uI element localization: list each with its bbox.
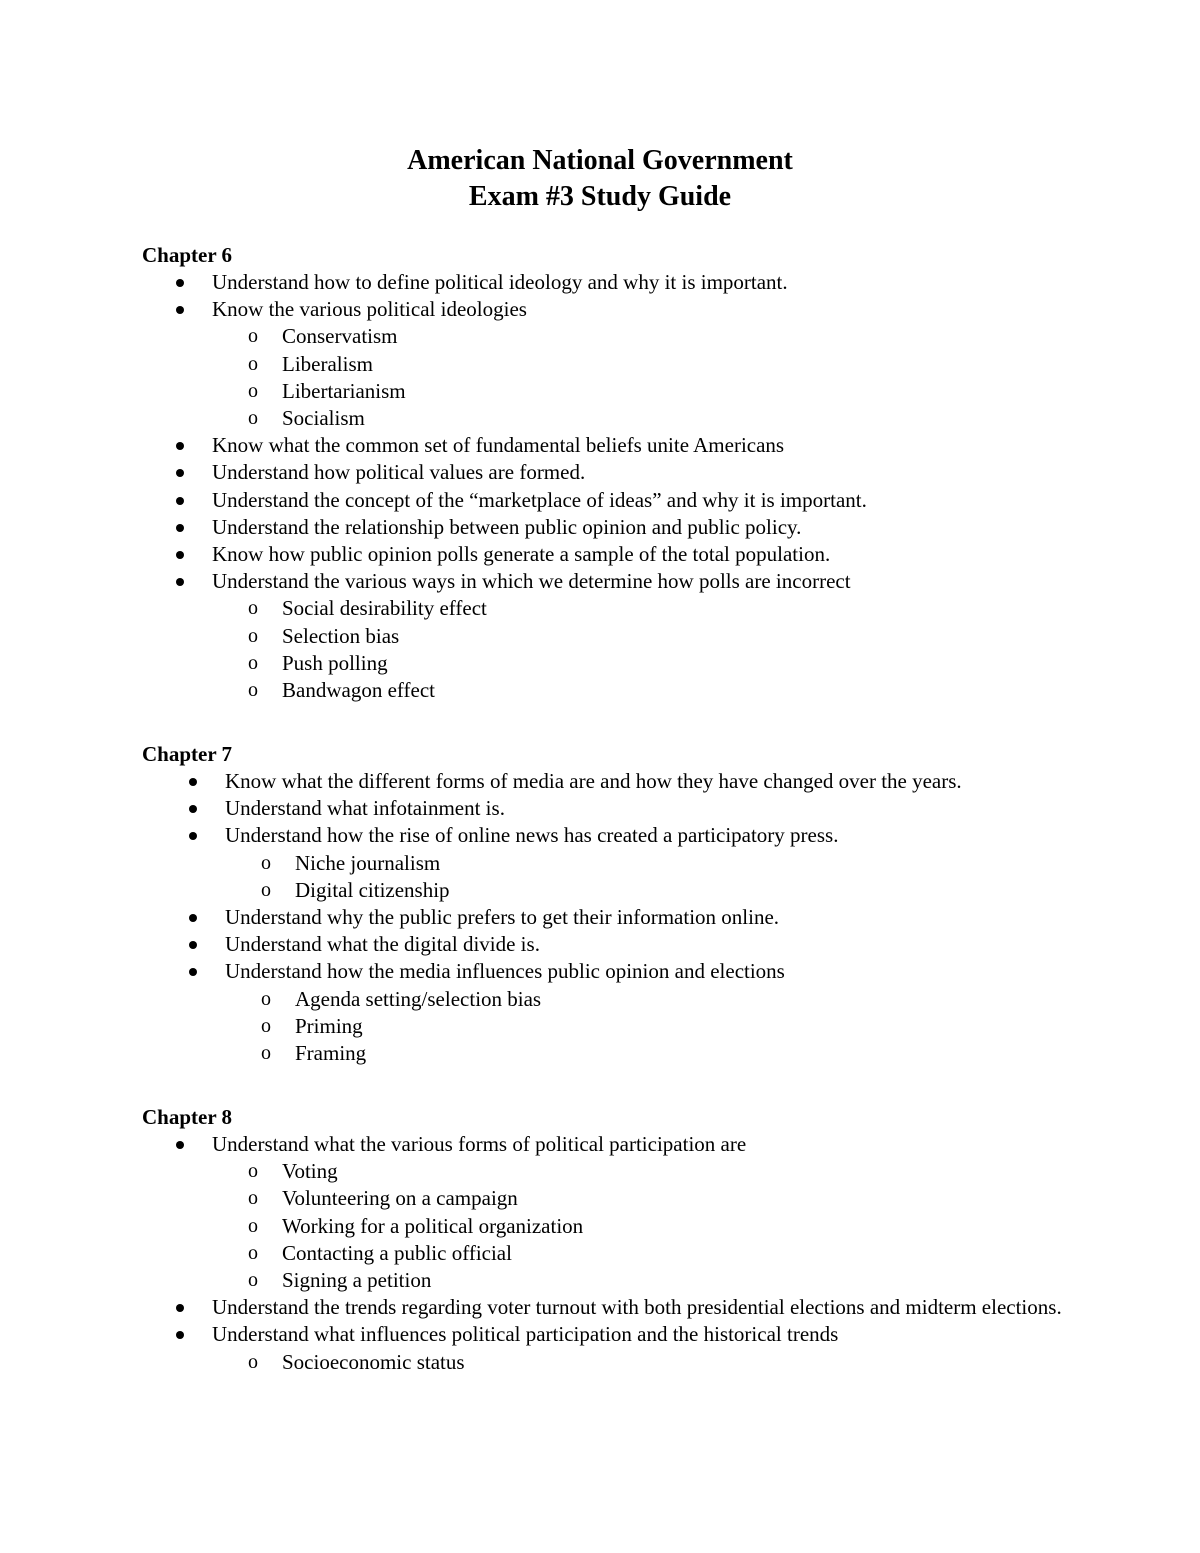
list-item-text: Know what the different forms of media are and how they have changed over the years. <box>225 769 962 793</box>
hollow-bullet-icon: o <box>248 1350 258 1373</box>
hollow-bullet-icon: o <box>248 407 258 430</box>
chapter-heading: Chapter 7 <box>142 742 233 766</box>
bullet-icon <box>176 306 184 314</box>
list-item-text: Understand the relationship between public opinion and public policy. <box>212 514 802 539</box>
sub-list-item <box>142 850 1142 877</box>
sub-list-item-text: Bandwagon effect <box>282 678 435 703</box>
list-item <box>142 931 1142 958</box>
hollow-bullet-icon: o <box>261 1014 271 1037</box>
list-item-text: Understand what the various forms of political participation are <box>212 1132 747 1156</box>
sub-list-item-text: Working for a political organization <box>282 1213 584 1238</box>
sub-list-item <box>142 351 1142 378</box>
sub-list-item-text: Socioeconomic status <box>282 1349 465 1374</box>
list-item-text: Understand what influences political participation and the historical trends <box>212 1322 839 1347</box>
chapter-heading: Chapter 8 <box>142 1105 233 1129</box>
hollow-bullet-icon: o <box>248 1160 258 1183</box>
chapter-8-section <box>142 1104 1142 1376</box>
sub-list-item-text: Niche journalism <box>295 850 441 875</box>
hollow-bullet-icon: o <box>248 679 258 702</box>
bullet-icon <box>189 941 197 949</box>
bullet-icon <box>189 914 197 922</box>
hollow-bullet-icon: o <box>248 651 258 674</box>
sub-list-item-text: Social desirability effect <box>282 596 487 621</box>
bullet-list <box>142 768 1142 1067</box>
bullet-icon <box>176 469 184 477</box>
bullet-icon <box>176 1304 184 1312</box>
sub-list-item <box>142 1267 1142 1294</box>
hollow-bullet-icon: o <box>261 987 271 1010</box>
hollow-bullet-icon: o <box>248 379 258 402</box>
hollow-bullet-icon: o <box>261 1042 271 1065</box>
sub-list-item-text: Socialism <box>282 406 365 431</box>
list-item <box>142 1294 1142 1321</box>
sub-list-item <box>142 1158 1142 1185</box>
sub-list-item <box>142 595 1142 622</box>
hollow-bullet-icon: o <box>248 1269 258 1292</box>
bullet-icon <box>176 497 184 505</box>
hollow-bullet-icon: o <box>261 878 271 901</box>
sub-list-item-text: Push polling <box>282 650 388 675</box>
list-item-text: Understand how the rise of online news has created a participatory press. <box>225 823 839 848</box>
list-item <box>142 768 1142 795</box>
bullet-icon <box>189 968 197 976</box>
hollow-bullet-icon: o <box>248 352 258 375</box>
chapter-6-section <box>142 242 1142 704</box>
sub-list-item <box>142 1213 1142 1240</box>
hollow-bullet-icon: o <box>261 851 271 874</box>
sub-list-item <box>142 1240 1142 1267</box>
sub-list-item-text: Volunteering on a campaign <box>282 1186 518 1211</box>
hollow-bullet-icon: o <box>248 597 258 620</box>
hollow-bullet-icon: o <box>248 1241 258 1264</box>
list-item <box>142 1321 1142 1375</box>
list-item <box>142 568 1142 704</box>
bullet-icon <box>176 442 184 450</box>
list-item-text: Know the various political ideologies <box>212 297 527 322</box>
document-subtitle: Exam #3 Study Guide <box>468 181 732 212</box>
list-item-text: Understand what infotainment is. <box>225 796 505 821</box>
bullet-icon <box>189 778 197 786</box>
sub-list-item-text: Agenda setting/selection bias <box>295 986 542 1011</box>
hollow-bullet-icon: o <box>248 624 258 647</box>
sub-list-item-text: Contacting a public official <box>282 1240 512 1265</box>
sub-list-item-text: Liberalism <box>282 351 373 376</box>
bullet-list <box>142 269 1142 704</box>
list-item-text: Understand why the public prefers to get their information online. <box>225 905 780 930</box>
bullet-list <box>142 1131 1142 1376</box>
sub-list-item-text: Framing <box>295 1041 367 1066</box>
bullet-icon <box>176 279 184 287</box>
sub-list-item <box>142 677 1142 704</box>
sub-list-item <box>142 650 1142 677</box>
list-item <box>142 514 1142 541</box>
sub-list <box>225 850 1142 904</box>
chapter-7-section <box>142 741 1142 1067</box>
sub-list <box>212 323 1142 432</box>
list-item-text: Understand how the media influences public opinion and elections <box>225 959 785 984</box>
list-item-text: Know what the common set of fundamental beliefs unite Americans <box>212 433 785 458</box>
sub-list-item <box>142 623 1142 650</box>
list-item <box>142 541 1142 568</box>
sub-list-item <box>142 877 1142 904</box>
list-item-text: Understand the various ways in which we determine how polls are incorrect <box>212 569 851 594</box>
bullet-icon <box>189 805 197 813</box>
hollow-bullet-icon: o <box>248 325 258 348</box>
sub-list <box>212 1349 1142 1376</box>
list-item-text: Understand how to define political ideology and why it is important. <box>212 270 788 294</box>
list-item-text: Understand the concept of the “marketplace of ideas” and why it is important. <box>212 487 867 512</box>
sub-list-item-text: Conservatism <box>282 324 398 349</box>
sub-list-item <box>142 986 1142 1013</box>
bullet-icon <box>176 1141 184 1149</box>
hollow-bullet-icon: o <box>248 1214 258 1237</box>
list-item-text: Understand how political values are formed. <box>212 460 586 485</box>
list-item-text: Understand what the digital divide is. <box>225 932 540 957</box>
sub-list <box>212 595 1142 704</box>
bullet-icon <box>176 578 184 586</box>
sub-list-item-text: Voting <box>282 1159 338 1184</box>
list-item-text: Know how public opinion polls generate a sample of the total population. <box>212 542 831 567</box>
bullet-icon <box>176 1331 184 1339</box>
sub-list-item <box>142 1040 1142 1067</box>
bullet-icon <box>176 551 184 559</box>
sub-list-item <box>142 405 1142 432</box>
list-item <box>142 296 1142 432</box>
sub-list-item-text: Digital citizenship <box>295 877 450 902</box>
sub-list-item <box>142 1185 1142 1212</box>
sub-list-item-text: Priming <box>295 1013 363 1038</box>
list-item <box>142 459 1142 486</box>
hollow-bullet-icon: o <box>248 1187 258 1210</box>
sub-list-item-text: Signing a petition <box>282 1268 432 1293</box>
sub-list-item <box>142 378 1142 405</box>
sub-list-item-text: Selection bias <box>282 623 400 648</box>
bullet-icon <box>176 524 184 532</box>
list-item <box>142 432 1142 459</box>
list-item <box>142 822 1142 904</box>
chapter-heading: Chapter 6 <box>142 243 233 267</box>
list-item <box>142 1131 1142 1294</box>
sub-list <box>212 1158 1142 1294</box>
sub-list <box>225 986 1142 1068</box>
list-item <box>142 795 1142 822</box>
sub-list-item <box>142 1349 1142 1376</box>
sub-list-item <box>142 323 1142 350</box>
bullet-icon <box>189 832 197 840</box>
list-item <box>142 269 1142 296</box>
list-item <box>142 958 1142 1067</box>
list-item <box>142 487 1142 514</box>
list-item-text: Understand the trends regarding voter turnout with both presidential elections and midterm elections. <box>212 1295 1062 1320</box>
list-item <box>142 904 1142 931</box>
sub-list-item <box>142 1013 1142 1040</box>
document-title: American National Government <box>407 145 793 176</box>
sub-list-item-text: Libertarianism <box>282 378 406 403</box>
